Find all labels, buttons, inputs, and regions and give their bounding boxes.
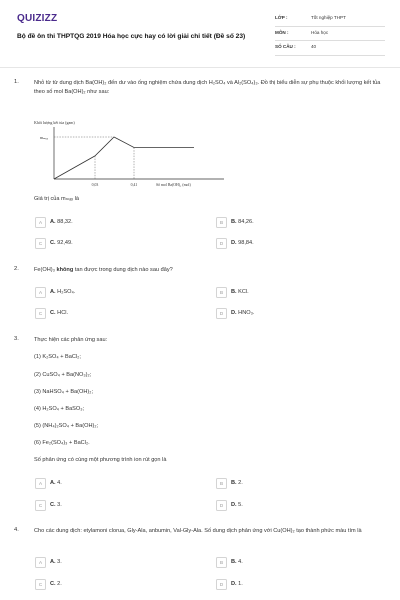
option-label: B. (231, 288, 237, 295)
page-header (0, 0, 400, 62)
chart-xlabel: Số mol Ba(OH)₂ (mol) (156, 183, 191, 187)
meta-value: Hóa học (311, 29, 329, 35)
option-letter-box: D (216, 579, 227, 590)
option-letter-box: A (35, 478, 46, 489)
question-text: Cho các dung dịch: etylamoni clorua, Gly-Ala, anbumin, Val-Gly-Ala. Số dung dịch phản ứng với Cu(OH)₂ tạo thành phức màu tím là (34, 528, 362, 534)
option-letter-box: D (216, 500, 227, 511)
question-number: 2. (14, 266, 19, 272)
option-value: 84,26. (238, 218, 254, 225)
meta-value: Tốt nghiệp THPT (311, 15, 346, 20)
quizizz-logo: QUIZIZZ (17, 13, 58, 24)
option-label: C. (50, 309, 56, 316)
question-number: 3. (14, 336, 19, 342)
option-label: B. (231, 558, 237, 565)
option-letter-box: A (35, 287, 46, 298)
option-value: 98,84. (238, 239, 254, 246)
y-tick-label: mₘₐₓ (40, 135, 48, 140)
option-label: C. (50, 239, 56, 246)
chart-ylabel: Khối lượng kết tủa (gam) (34, 120, 75, 125)
option-letter-box: C (35, 500, 46, 511)
option-label: D. (231, 239, 237, 246)
option-letter-box: A (35, 217, 46, 228)
question-number: 4. (14, 527, 19, 533)
option-letter-box: C (35, 238, 46, 249)
page-title: Bộ đề ôn thi THPTQG 2019 Hóa học cực hay có lời giải chi tiết (Đề số 23) (17, 33, 246, 40)
meta-key: LỚP : (275, 15, 288, 20)
option-letter-box: C (35, 308, 46, 319)
reaction-line: (1) K₂SO₄ + BaCl₂; (34, 354, 81, 360)
option-letter-box: B (216, 557, 227, 568)
option-label: A. (50, 558, 56, 565)
option-letter-box: B (216, 287, 227, 298)
option-value: 4. (57, 479, 62, 486)
option-label: D. (231, 501, 237, 508)
meta-table (275, 12, 385, 56)
header-divider (0, 67, 400, 68)
option-value: 3. (57, 501, 62, 508)
option-label: A. (50, 479, 56, 486)
option-label: D. (231, 580, 237, 587)
meta-key: SỐ CÂU : (275, 44, 296, 49)
reaction-line: (6) Fe₂(SO₄)₃ + BaCl₂. (34, 440, 90, 446)
option-letter-box: A (35, 557, 46, 568)
option-value: 1. (238, 580, 243, 587)
option-letter-box: D (216, 238, 227, 249)
meta-row-class (275, 12, 385, 27)
option-label: A. (50, 218, 56, 225)
reaction-line: (4) H₂SO₄ + BaSO₃; (34, 406, 85, 412)
option-label: B. (231, 218, 237, 225)
option-value: 88,32. (57, 218, 73, 225)
option-value: H₂SO₄. (57, 288, 76, 295)
option-value: 2. (57, 580, 62, 587)
meta-row-count (275, 41, 385, 56)
meta-row-subject (275, 27, 385, 42)
option-value: HCl. (57, 309, 69, 316)
option-label: C. (50, 580, 56, 587)
emphasis-text: không (56, 267, 74, 273)
question-followup: Số phản ứng có cùng một phương trình ion rút gọn là (34, 457, 167, 463)
option-value: KCl. (238, 288, 249, 295)
meta-value: 40 (311, 44, 317, 49)
option-value: 92,49. (57, 239, 73, 246)
question-number: 1. (14, 79, 19, 85)
option-value: 2. (238, 479, 243, 486)
chart-series-line (54, 137, 194, 179)
question-text: Fe(OH)₃ không tan được trong dung dịch nào sau đây? (34, 267, 173, 273)
option-label: A. (50, 288, 56, 295)
option-value: 5. (238, 501, 243, 508)
option-letter-box: B (216, 478, 227, 489)
option-label: B. (231, 479, 237, 486)
meta-key: MÔN : (275, 29, 289, 35)
option-label: D. (231, 309, 237, 316)
x-tick-label: 0,41 (130, 183, 138, 187)
option-value: 4. (238, 558, 243, 565)
option-letter-box: B (216, 217, 227, 228)
option-letter-box: D (216, 308, 227, 319)
reaction-line: (2) CuSO₄ + Ba(NO₃)₂; (34, 372, 92, 378)
x-tick-label: 0,03 (91, 183, 99, 187)
question-text: Nhỏ từ từ dung dịch Ba(OH)₂ đến dư vào ống nghiệm chứa dung dịch H₂SO₄ và Al₂(SO₄)₃. Đồ thị biểu diễn sự phụ thuộc khối lượng kết tủa theo số mol Ba(OH)₂ như sau: (34, 80, 381, 95)
option-value: 3. (57, 558, 62, 565)
option-value: HNO₃. (238, 309, 255, 316)
precipitate-chart (34, 119, 234, 191)
option-letter-box: C (35, 579, 46, 590)
reaction-line: (5) (NH₄)₂SO₄ + Ba(OH)₂; (34, 423, 99, 429)
option-label: C. (50, 501, 56, 508)
question-followup: Giá trị của mₘₐₓ là (34, 196, 80, 202)
reaction-line: (3) NaHSO₄ + Ba(OH)₂; (34, 389, 94, 395)
question-text: Thực hiện các phản ứng sau: (34, 337, 108, 343)
